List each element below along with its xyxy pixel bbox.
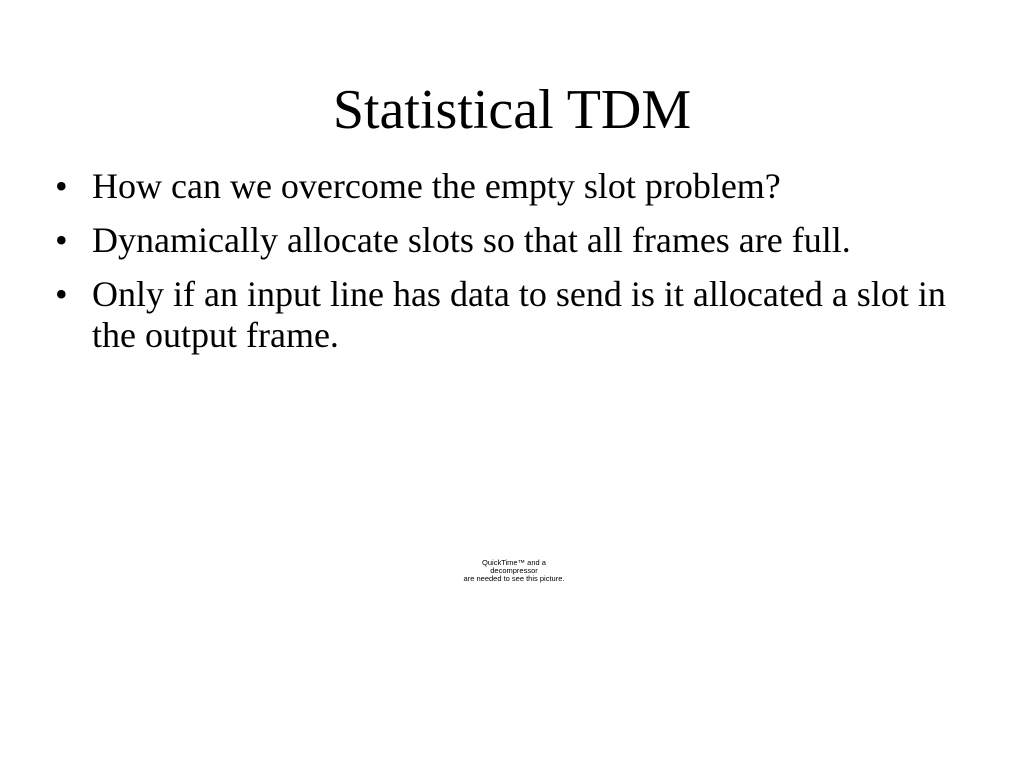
placeholder-line: QuickTime™ and a: [482, 558, 546, 567]
bullet-text: How can we overcome the empty slot problem?: [92, 166, 781, 206]
placeholder-line: are needed to see this picture.: [463, 574, 565, 583]
bullet-icon: •: [55, 220, 68, 260]
bullet-item: [55, 166, 955, 207]
quicktime-image-placeholder: [414, 559, 614, 583]
placeholder-line: decompressor: [490, 566, 538, 575]
bullet-list: [55, 166, 955, 369]
bullet-icon: •: [55, 274, 68, 314]
bullet-text: Only if an input line has data to send is it allocated a slot in the output frame.: [92, 274, 946, 355]
slide-title: Statistical TDM: [332, 79, 692, 141]
bullet-item: [55, 274, 955, 356]
bullet-text: Dynamically allocate slots so that all frames are full.: [92, 220, 851, 260]
bullet-icon: •: [55, 166, 68, 206]
bullet-item: [55, 220, 955, 261]
